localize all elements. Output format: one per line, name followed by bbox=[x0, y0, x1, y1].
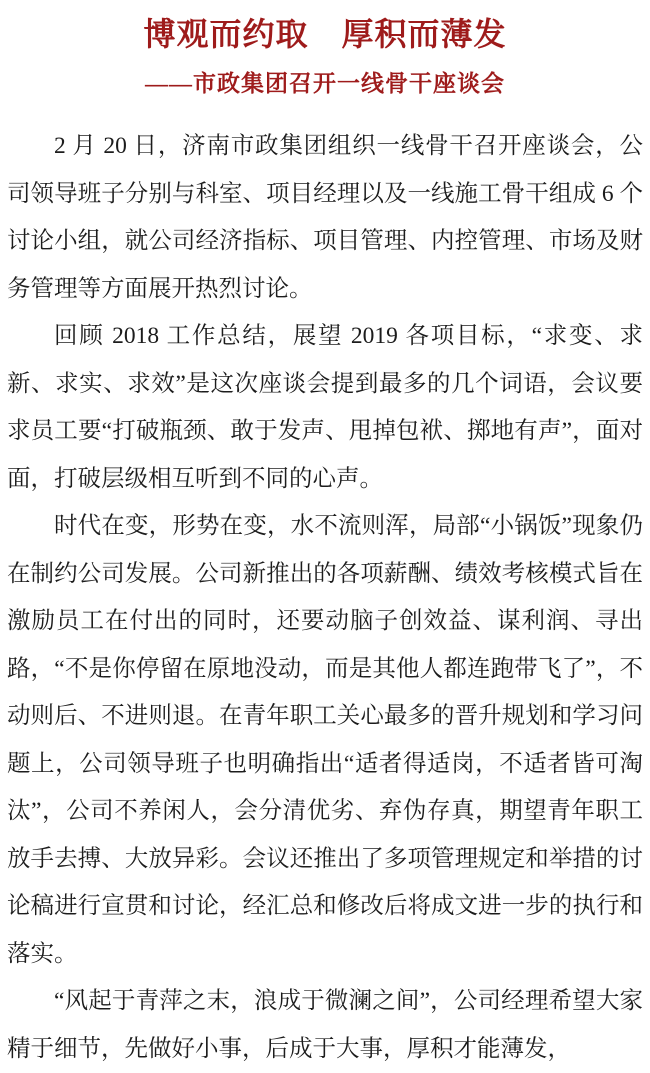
article-paragraph: 时代在变，形势在变，水不流则浑，局部“小锅饭”现象仍在制约公司发展。公司新推出的各项薪酬、绩效考核模式旨在激励员工在付出的同时，还要动脑子创效益、谋利润、寻出路，“不是你停留在原地没动，而是其他人都连跑带飞了”，不动则后、不进则退。在青年职工关心最多的晋升规划和学习问题上，公司领导班子也明确指出“适者得适岗，不适者皆可淘汰”，公司不养闲人，会分清优劣、弃伪存真，期望青年职工放手去搏、大放异彩。会议还推出了多项管理规定和举措的讨论稿进行宣贯和讨论，经汇总和修改后将成文进一步的执行和落实。 bbox=[7, 513, 643, 967]
article-body bbox=[7, 123, 643, 1073]
page-title: 博观而约取 厚积而薄发 bbox=[143, 16, 507, 52]
page-subtitle: ——市政集团召开一线骨干座谈会 bbox=[145, 70, 505, 96]
article-paragraph: 回顾 2018 工作总结，展望 2019 各项目标，“求变、求新、求实、求效”是这次座谈会提到最多的几个词语，会议要求员工要“打破瓶颈、敢于发声、甩掉包袱、掷地有声”，面对面，打破层级相互听到不同的心声。 bbox=[7, 323, 643, 492]
article-paragraph: “风起于青萍之末，浪成于微澜之间”，公司经理希望大家精于细节，先做好小事，后成于大事，厚积才能薄发， bbox=[7, 988, 643, 1062]
article-paragraph: 2 月 20 日，济南市政集团组织一线骨干召开座谈会，公司领导班子分别与科室、项目经理以及一线施工骨干组成 6 个讨论小组，就公司经济指标、项目管理、内控管理、市场及财务管理等方面展开热烈讨论。 bbox=[7, 133, 643, 302]
